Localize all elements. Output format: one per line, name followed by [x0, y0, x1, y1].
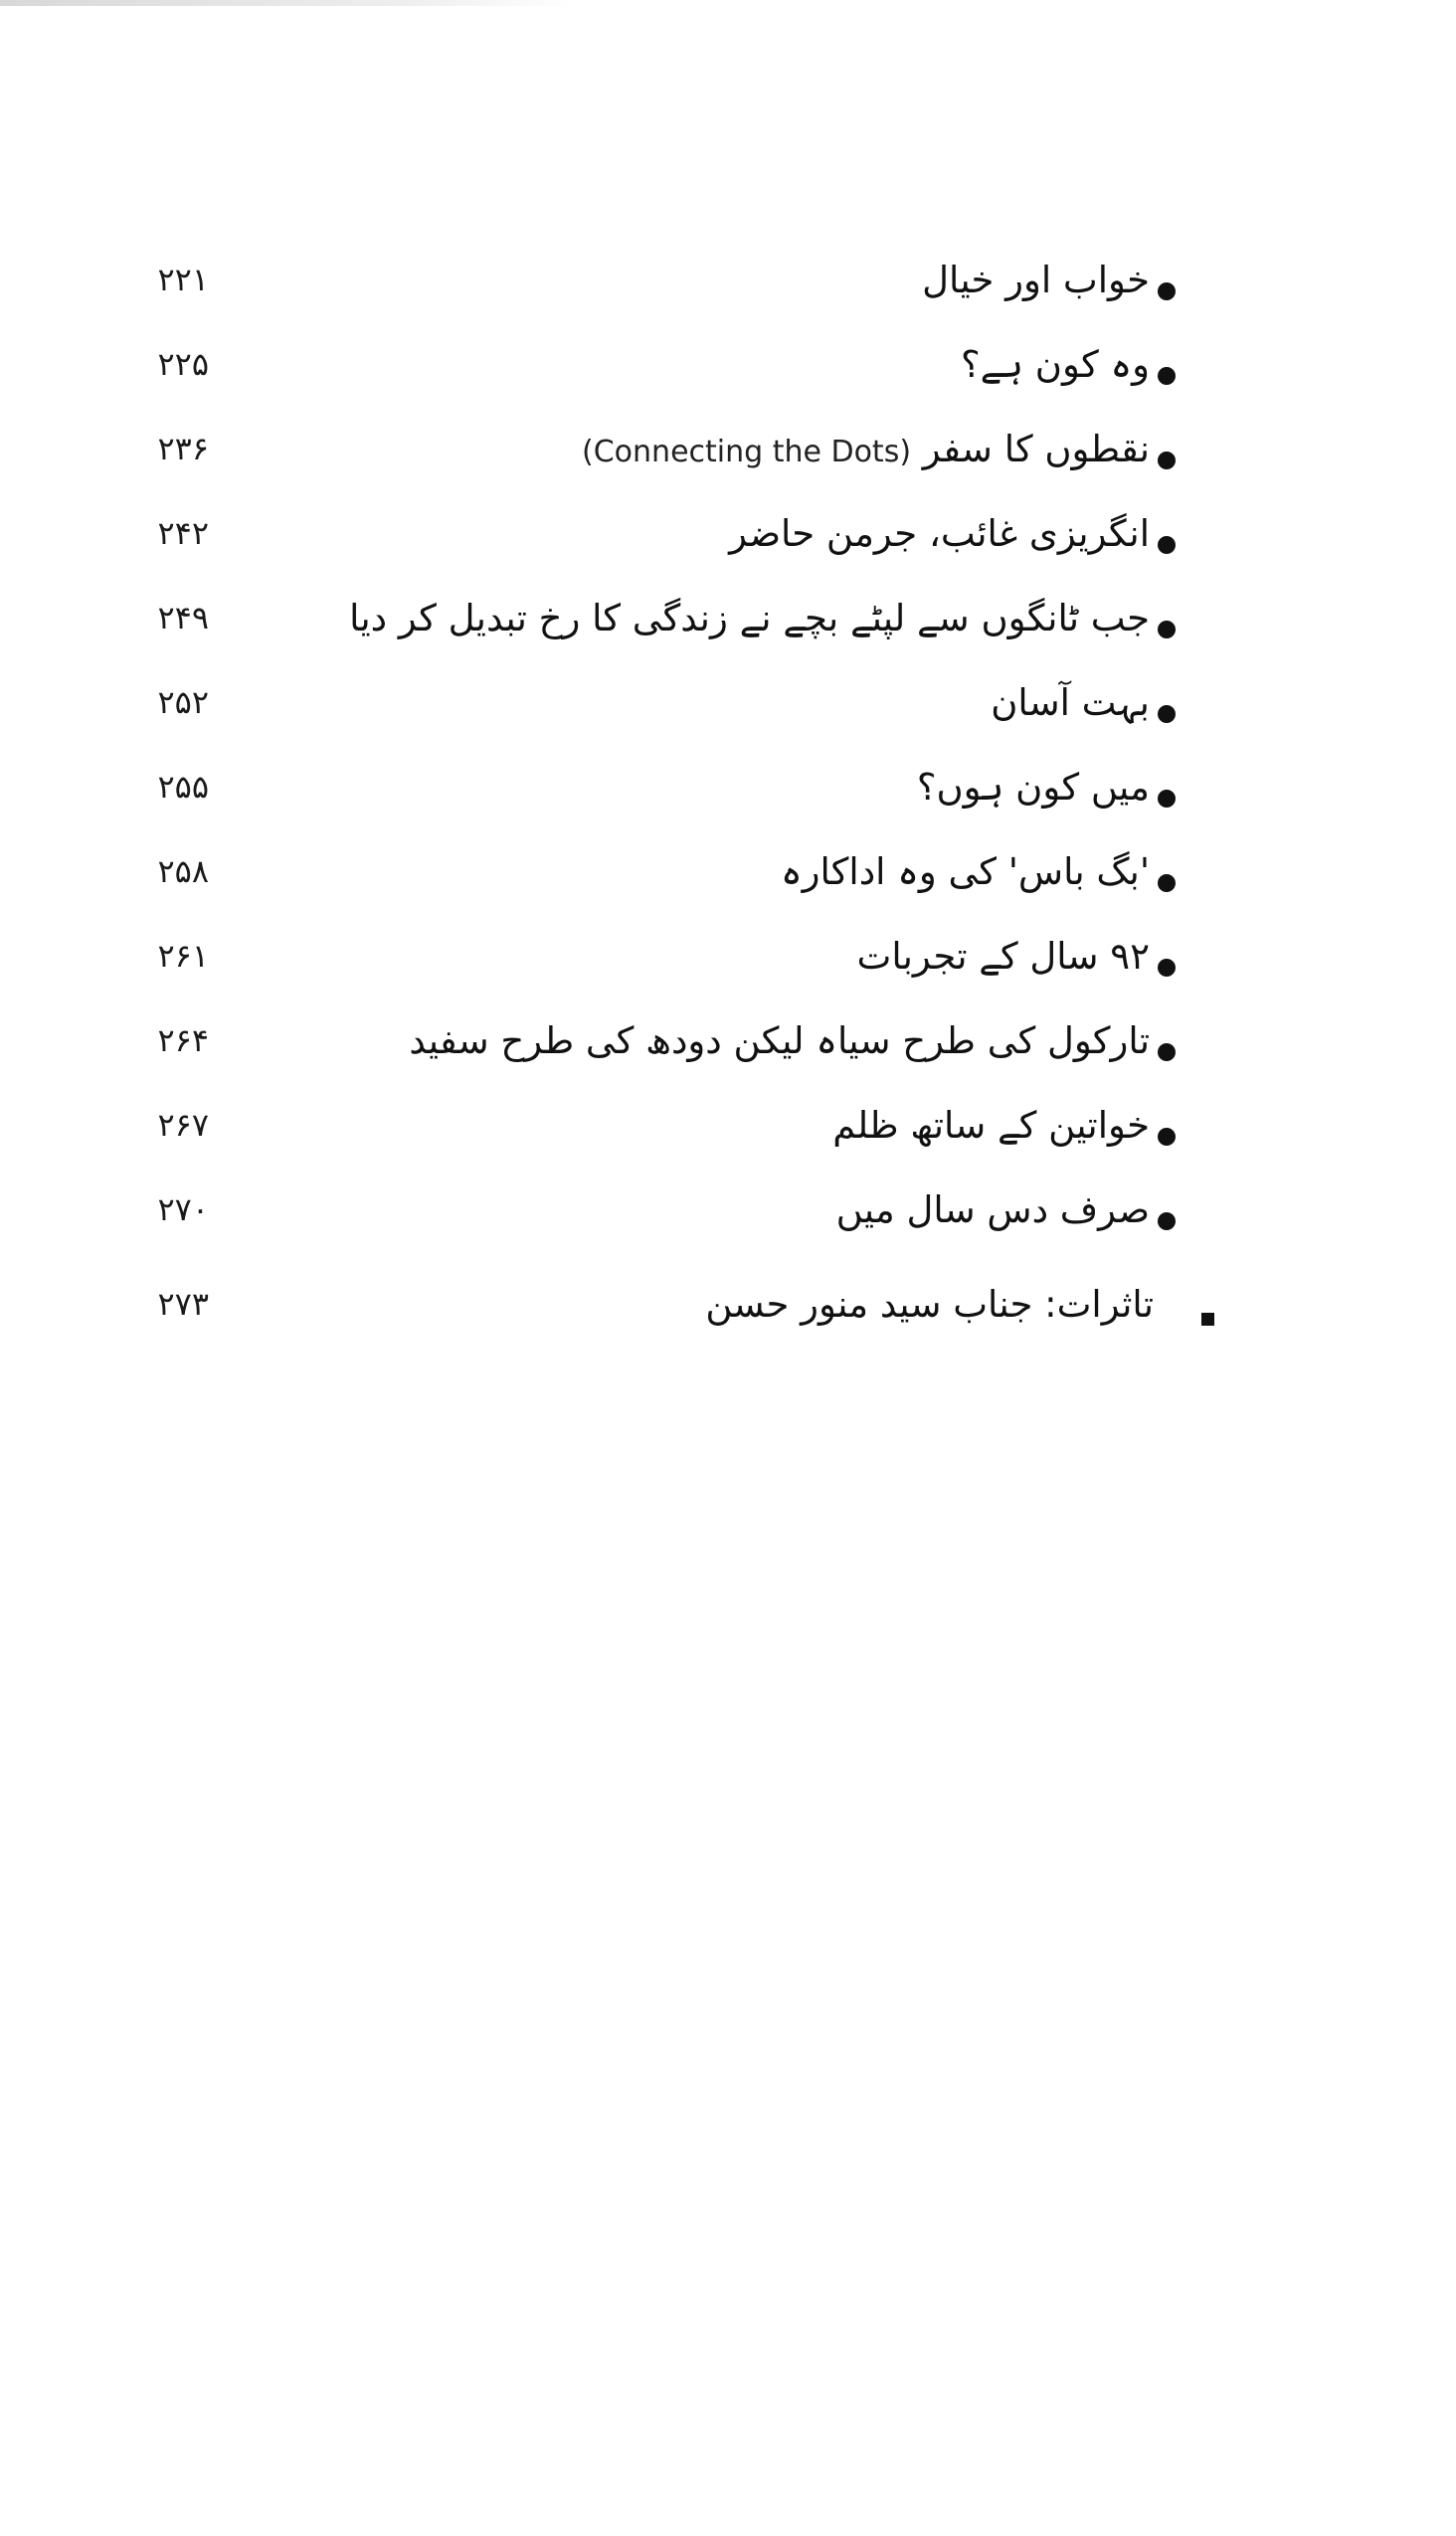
entry-title: انگریزی غائب، جرمن حاضر [729, 512, 1150, 555]
toc-entry [0, 840, 1456, 925]
page-number: ۲۵۲ [157, 683, 209, 721]
entry-title: 'بگ باس' کی وہ اداکارہ [780, 850, 1150, 893]
page-number: ۲۷۳ [157, 1285, 209, 1323]
bullet-icon [1158, 1043, 1176, 1061]
entry-title: خواب اور خیال [922, 259, 1150, 301]
entry-title: تارکول کی طرح سیاہ لیکن دودھ کی طرح سفید [409, 1019, 1150, 1062]
toc-entry [0, 418, 1456, 502]
entry-title: نقطوں کا سفر [922, 428, 1150, 470]
toc-entry [0, 249, 1456, 333]
entry-title-group [582, 428, 1150, 470]
toc-entry [0, 333, 1456, 418]
scan-edge-shadow [0, 0, 577, 6]
toc-entry [0, 502, 1456, 587]
page-number: ۲۷۰ [157, 1190, 209, 1228]
bullet-icon [1158, 1212, 1176, 1230]
entry-title: صرف دس سال میں [835, 1188, 1150, 1231]
bullet-icon [1158, 874, 1176, 892]
bullet-icon [1158, 1128, 1176, 1146]
page-number: ۲۵۸ [157, 852, 209, 890]
bullet-icon [1158, 790, 1176, 808]
page-number: ۲۶۴ [157, 1021, 209, 1059]
toc-entry [0, 671, 1456, 756]
entry-title: ۹۲ سال کے تجربات [856, 935, 1150, 978]
toc-entry [0, 756, 1456, 840]
toc-entry [0, 1009, 1456, 1094]
bullet-icon [1158, 452, 1176, 469]
bullet-icon [1158, 959, 1176, 977]
page-number: ۲۶۱ [157, 937, 209, 975]
toc-entry [0, 925, 1456, 1009]
toc-entry [0, 1178, 1456, 1263]
toc-section-entry [0, 1273, 1456, 1358]
page-number: ۲۴۲ [157, 514, 209, 552]
toc-entry [0, 1094, 1456, 1178]
entry-title: وہ کون ہے؟ [961, 343, 1150, 386]
page-number: ۲۲۵ [157, 345, 209, 383]
toc-entry [0, 587, 1456, 671]
bullet-icon [1158, 282, 1176, 300]
page-number: ۲۶۷ [157, 1106, 209, 1144]
entry-title: جب ٹانگوں سے لپٹے بچے نے زندگی کا رخ تبدیل کر دیا [349, 597, 1150, 639]
square-bullet-icon [1201, 1313, 1214, 1326]
entry-title: میں کون ہوں؟ [916, 766, 1150, 809]
page-number: ۲۲۱ [157, 261, 209, 298]
entry-title: خواتین کے ساتھ ظلم [832, 1104, 1150, 1147]
page-number: ۲۵۵ [157, 768, 209, 806]
entry-title-english: (Connecting the Dots) [582, 435, 912, 469]
bullet-icon [1158, 621, 1176, 638]
bullet-icon [1158, 367, 1176, 385]
section-title: تاثرات: جناب سید منور حسن [705, 1283, 1154, 1326]
page-number: ۲۴۹ [157, 599, 209, 636]
entry-title: بہت آسان [991, 681, 1150, 724]
bullet-icon [1158, 536, 1176, 554]
table-of-contents [0, 249, 1456, 1358]
page-number: ۲۳۶ [157, 430, 209, 467]
bullet-icon [1158, 705, 1176, 723]
